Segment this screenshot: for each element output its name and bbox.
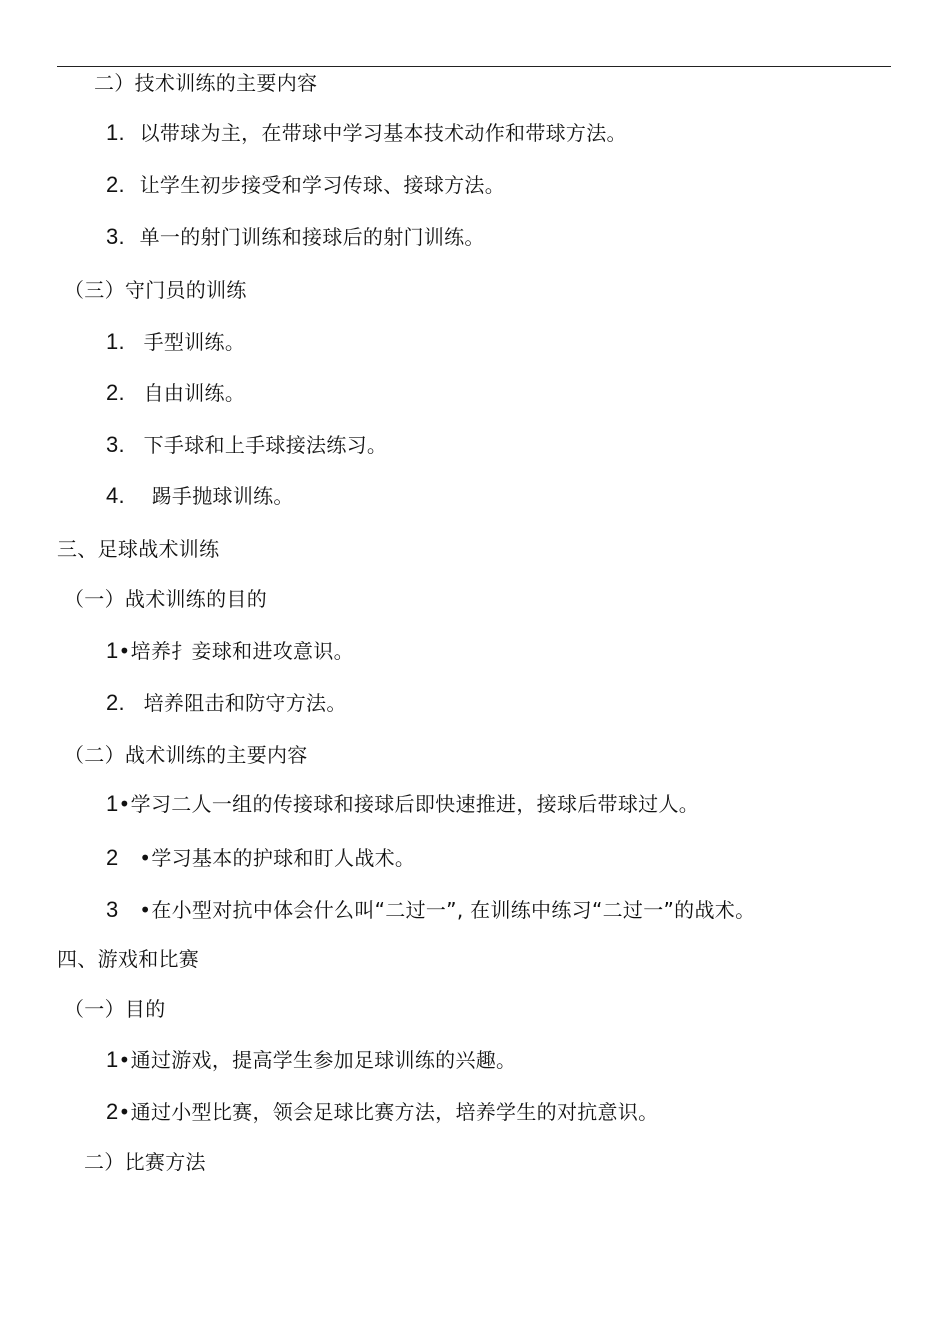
section-3-tactics	[57, 536, 219, 562]
item-2-3-1	[106, 329, 245, 355]
item-text: 单一的射门训练和接球后的射门训练。	[139, 225, 485, 249]
heading-text: （三）守门员的训练	[64, 278, 247, 302]
item-2-3-4	[106, 483, 294, 509]
item-number: 2	[106, 845, 119, 870]
item-text: •培养扌妾球和进攻意识。	[118, 639, 354, 663]
heading-text: 二）技术训练的主要内容	[94, 71, 318, 95]
item-3-1-1	[106, 638, 354, 664]
item-text: 让学生初步接受和学习传球、接球方法。	[139, 173, 506, 197]
item-text: •通过小型比赛，领会足球比赛方法，培养学生的对抗意识。	[118, 1100, 659, 1124]
heading-2-3-goalkeeper	[64, 277, 247, 303]
item-4-1-2	[106, 1099, 658, 1125]
item-text: 培养阻击和防守方法。	[143, 691, 347, 715]
heading-3-1-purpose	[64, 586, 267, 612]
heading-3-2-content	[64, 742, 308, 768]
item-2-2-2	[106, 172, 505, 198]
item-text: 下手球和上手球接法练习。	[143, 433, 388, 457]
item-2-2-1	[106, 120, 627, 146]
heading-text: （二）战术训练的主要内容	[64, 743, 308, 767]
item-text: •在小型对抗中体会什么叫“二过一”, 在训练中练习“二过一”的战术。	[139, 898, 756, 922]
item-number: 2	[106, 1099, 119, 1124]
section-4-games	[57, 946, 199, 972]
item-text: 以带球为主，在带球中学习基本技术动作和带球方法。	[139, 121, 627, 145]
item-3-2-1	[106, 791, 699, 817]
item-3-2-2	[106, 845, 415, 871]
heading-text: （一）战术训练的目的	[64, 587, 267, 611]
item-text: •学习二人一组的传接球和接球后即快速推进，接球后带球过人。	[118, 792, 700, 816]
item-2-3-3	[106, 432, 387, 458]
item-text: 手型训练。	[143, 330, 246, 354]
heading-4-2-method	[84, 1149, 206, 1175]
heading-text: （一）目的	[64, 997, 166, 1021]
item-2-2-3	[106, 224, 485, 250]
item-4-1-1	[106, 1047, 516, 1073]
section-title: 四、游戏和比赛	[57, 947, 200, 971]
item-number: 2.	[106, 690, 125, 715]
section-title: 三、足球战术训练	[57, 537, 220, 561]
heading-4-1-purpose	[64, 996, 166, 1022]
heading-text: 二）比赛方法	[84, 1150, 206, 1174]
item-text: 踢手抛球训练。	[151, 484, 294, 508]
item-number: 1.	[106, 120, 125, 145]
item-number: 2.	[106, 172, 125, 197]
item-number: 3.	[106, 432, 125, 457]
item-number: 1	[106, 791, 119, 816]
item-text: 自由训练。	[143, 381, 246, 405]
item-number: 1.	[106, 329, 125, 354]
item-number: 3.	[106, 224, 125, 249]
item-number: 1	[106, 1047, 119, 1072]
heading-2-2-technique-content	[94, 70, 317, 96]
item-3-1-2	[106, 690, 347, 716]
header-rule	[57, 66, 891, 67]
item-number: 3	[106, 897, 119, 922]
item-3-2-3	[106, 897, 755, 923]
item-number: 4.	[106, 483, 125, 508]
item-text: •通过游戏，提高学生参加足球训练的兴趣。	[118, 1048, 517, 1072]
item-2-3-2	[106, 380, 245, 406]
item-number: 2.	[106, 380, 125, 405]
item-number: 1	[106, 638, 119, 663]
item-text: •学习基本的护球和盯人战术。	[139, 846, 416, 870]
